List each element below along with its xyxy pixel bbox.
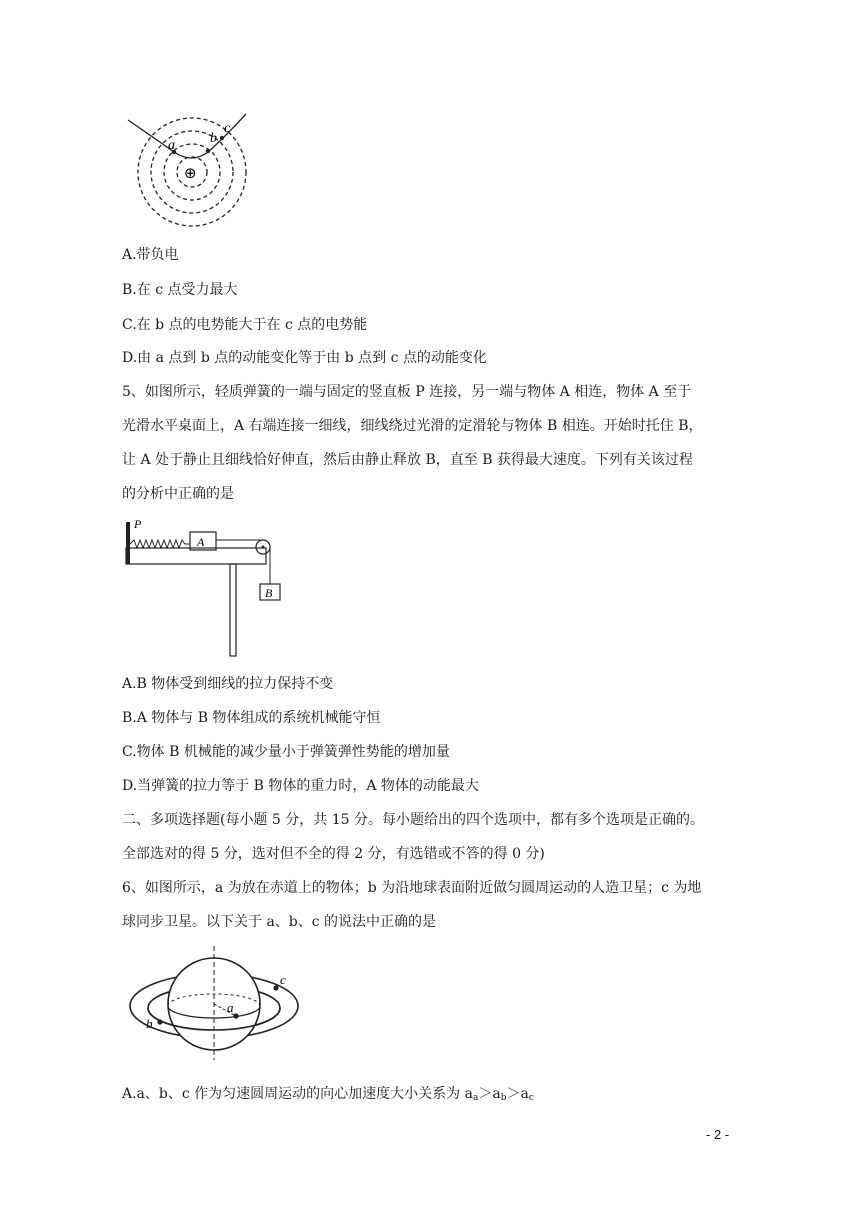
q4-option-b: B.在 c 点受力最大 (122, 282, 238, 298)
q6-stem-line-2: 球同步卫星。以下关于 a、b、c 的说法中正确的是 (122, 914, 437, 930)
q4-option-a: A.带负电 (122, 247, 179, 263)
page-number: - 2 - (706, 1127, 730, 1142)
q5-stem-line-2: 光滑水平桌面上，A 右端连接一细线，细线绕过光滑的定滑轮与物体 B 相连。开始时托住 B， (122, 418, 703, 434)
q5-option-b: B.A 物体与 B 物体组成的系统机械能守恒 (122, 710, 381, 726)
q4-option-c: C.在 b 点的电势能大于在 c 点的电势能 (122, 317, 368, 333)
q4-option-d: D.由 a 点到 b 点的动能变化等于由 b 点到 c 点的动能变化 (122, 350, 487, 366)
section2-heading-line-1: 二、多项选择题(每小题 5 分，共 15 分。每小题给出的四个选项中，都有多个选项是正确的。 (122, 812, 704, 828)
q5-label-p: P (134, 517, 142, 531)
positive-charge-icon: ⊕ (184, 164, 197, 182)
q6-label-b: b (146, 1016, 153, 1031)
q6-stem-line-1: 6、如图所示，a 为放在赤道上的物体；b 为沿地球表面附近做匀圆周运动的人造卫星；c 为地 (122, 880, 702, 896)
q4-label-b: b (210, 131, 217, 146)
q4-label-c: c (224, 121, 231, 136)
q5-stem-line-4: 的分析中正确的是 (122, 486, 234, 502)
q5-stem-line-1: 5、如图所示，轻质弹簧的一端与固定的竖直板 P 连接，另一端与物体 A 相连，物体 A 至于 (122, 384, 692, 400)
q6-label-a: a (227, 1000, 234, 1015)
q4-figure (122, 112, 252, 230)
q5-label-a: A (197, 535, 205, 549)
q5-label-b: B (265, 586, 273, 600)
q5-stem-line-3: 让 A 处于静止且细线恰好伸直，然后由静止释放 B，直至 B 获得最大速度。下列有关该过程 (122, 452, 693, 468)
q5-option-c: C.物体 B 机械能的减少量小于弹簧弹性势能的增加量 (122, 744, 450, 760)
q5-figure (122, 516, 292, 660)
q4-label-a: a (168, 138, 175, 153)
q5-option-a: A.B 物体受到细线的拉力保持不变 (122, 676, 334, 692)
q5-option-d: D.当弹簧的拉力等于 B 物体的重力时，A 物体的动能最大 (122, 778, 479, 794)
q6-option-a: A.a、b、c 作为匀速圆周运动的向心加速度大小关系为 $a_a>a_b>a_c$ (122, 1086, 534, 1103)
q6-figure (126, 944, 304, 1062)
section2-heading-line-2: 全部选对的得 5 分，选对但不全的得 2 分，有选错或不答的得 0 分) (122, 846, 545, 862)
q6-label-c: c (280, 972, 286, 987)
